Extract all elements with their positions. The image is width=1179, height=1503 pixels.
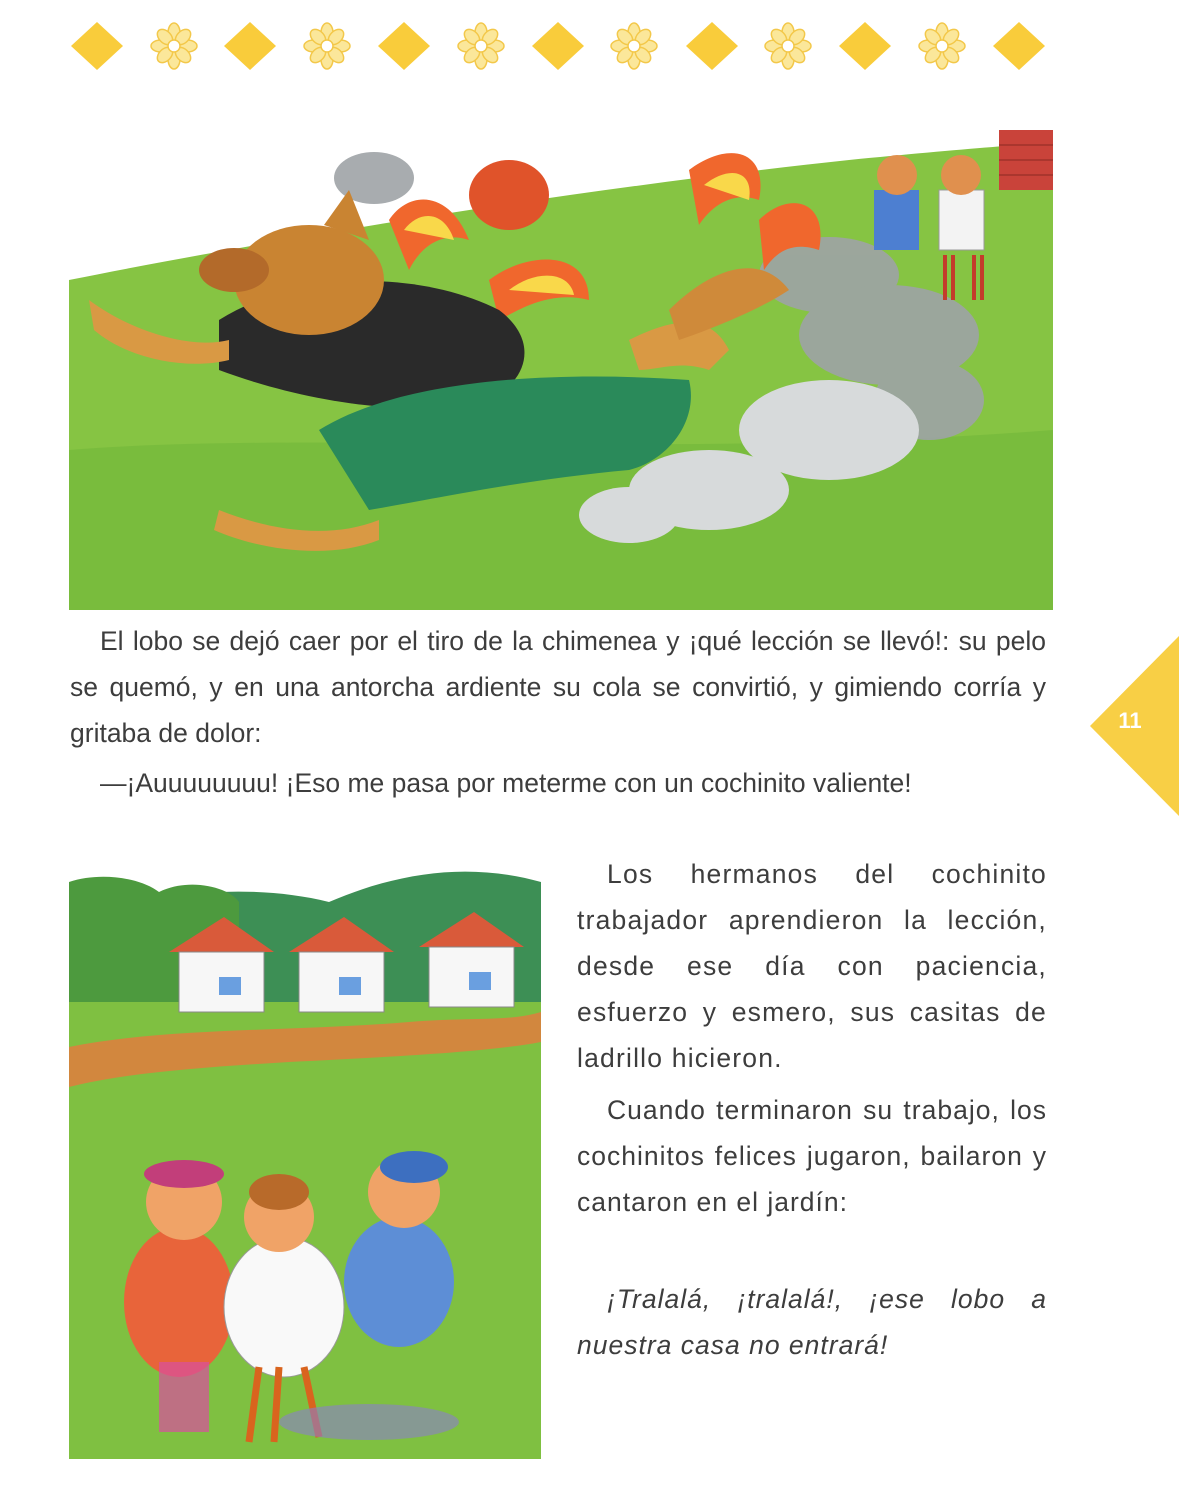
diamond-icon [224, 22, 276, 70]
flower-icon [611, 23, 657, 69]
wolf-running-with-burning-tail-illustration [69, 130, 1053, 610]
decorative-border [0, 0, 1179, 100]
page-number: 11 [1118, 708, 1142, 733]
diamond-icon [686, 22, 738, 70]
story-paragraph: Cuando terminaron su trabajo, los cochinitos felices jugaron, bailaron y cantaron en el jardín: [577, 1095, 1047, 1217]
flower-icon [304, 23, 350, 69]
story-paragraph: El lobo se dejó caer por el tiro de la chimenea y ¡qué lección se llevó!: su pelo se quemó, y en una antorcha ardiente su cola se convirtió, y gimiendo corría y gritaba de dolor: [70, 626, 1046, 748]
song-verse: ¡Tralalá, ¡tralalá!, ¡ese lobo a nuestra casa no entrará! [577, 1284, 1047, 1360]
flower-icon [151, 23, 197, 69]
flower-icon [458, 23, 504, 69]
diamond-icon [532, 22, 584, 70]
diamond-icon [378, 22, 430, 70]
three-pigs-dancing-near-brick-houses-illustration [69, 862, 541, 1459]
diamond-icon [993, 22, 1045, 70]
diamond-icon [839, 22, 891, 70]
wolf-dialogue: —¡Auuuuuuuu! ¡Eso me pasa por meterme con un cochinito valiente! [100, 768, 912, 798]
flower-icon [765, 23, 811, 69]
story-paragraph: Los hermanos del cochinito trabajador aprendieron la lección, desde ese día con paciencia, esfuerzo y esmero, sus casitas de ladrillo hicieron. [577, 859, 1047, 1073]
border-pattern [0, 0, 1179, 100]
diamond-icon [71, 22, 123, 70]
flower-icon [919, 23, 965, 69]
